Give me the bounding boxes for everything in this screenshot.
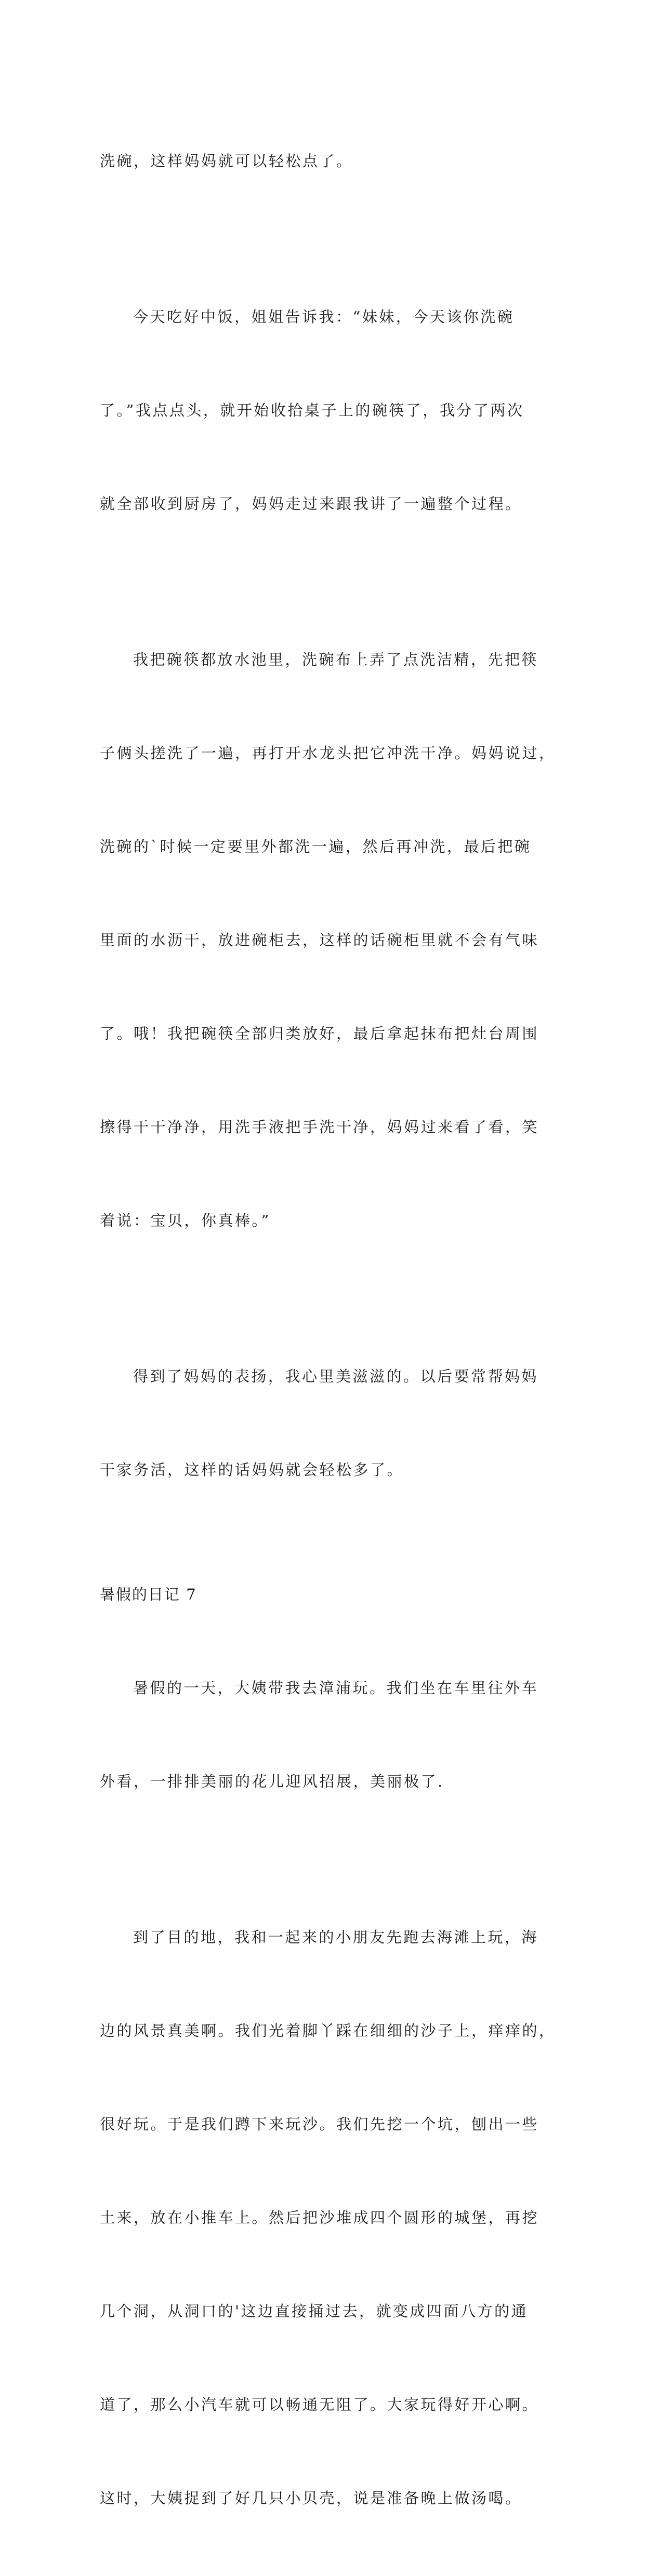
paragraph-beach [100,1859,557,2576]
document-body [100,83,557,2576]
section-spacer [100,1548,557,1579]
text-line: 了。”我点点头，就开始收拾桌子上的碗筷了，我分了两次 [100,401,524,419]
text-line: 就全部收到厨房了，妈妈走过来跟我讲了一遍整个过程。 [100,495,522,513]
text-line: 洗碗，这样妈妈就可以轻松点了。 [100,152,353,170]
text-line: 土来，放在小推车上。然后把沙堆成四个圆形的城堡，再挖 [100,2209,539,2226]
text-line: 到了目的地，我和一起来的小朋友先跑去海滩上玩，海 [133,1928,539,1946]
text-line: 里面的水沥干，放进碗柜去，这样的话碗柜里就不会有气味 [100,931,539,949]
text-line: 着说：宝贝，你真棒。” [100,1212,271,1229]
text-line: 我把碗筷都放水池里，洗碗布上弄了点洗洁精，先把筷 [133,651,539,668]
text-line: 边的风景真美啊。我们光着脚丫踩在细细的沙子上，痒痒的， [100,2022,556,2040]
text-line: 外看，一排排美丽的花儿迎风招展，美丽极了. [100,1773,444,1790]
text-line: 几个洞，从洞口的'这边直接捅过去，就变成四面八方的通 [100,2302,528,2320]
text-line: 暑假的一天，大姨带我去漳浦玩。我们坐在车里往外车 [133,1679,539,1697]
text-line: 洗碗的`时候一定要里外都洗一遍，然后再冲洗，最后把碗 [100,838,532,855]
text-line: 今天吃好中饭，姐姐告诉我：“妹妹，今天该你洗碗 [133,308,515,326]
paragraph-praise [100,1298,557,1548]
paragraph-lunch [100,239,557,582]
paragraph-trip [100,1610,557,1859]
section-title: 暑假的日记 7 [100,1586,197,1603]
text-line: 得到了妈妈的表扬，我心里美滋滋的。以后要常帮妈妈 [133,1367,539,1385]
paragraph-continuation [100,83,557,239]
text-line: 了。哦！我把碗筷全部归类放好，最后拿起抹布把灶台周围 [100,1025,539,1042]
text-line: 道了，那么小汽车就可以畅通无阻了。大家玩得好开心啊。 [100,2396,539,2413]
text-line: 干家务活，这样的话妈妈就会轻松多了。 [100,1461,404,1479]
text-line: 很好玩。于是我们蹲下来玩沙。我们先挖一个坑，刨出一些 [100,2115,539,2133]
text-line: 这时，大姨捉到了好几只小贝壳，说是准备晚上做汤喝。 [100,2489,522,2507]
text-line: 子俩头搓洗了一遍，再打开水龙头把它冲洗干净。妈妈说过， [100,744,556,762]
text-line: 擦得干干净净，用洗手液把手洗干净，妈妈过来看了看，笑 [100,1118,539,1136]
paragraph-washing [100,582,557,1298]
